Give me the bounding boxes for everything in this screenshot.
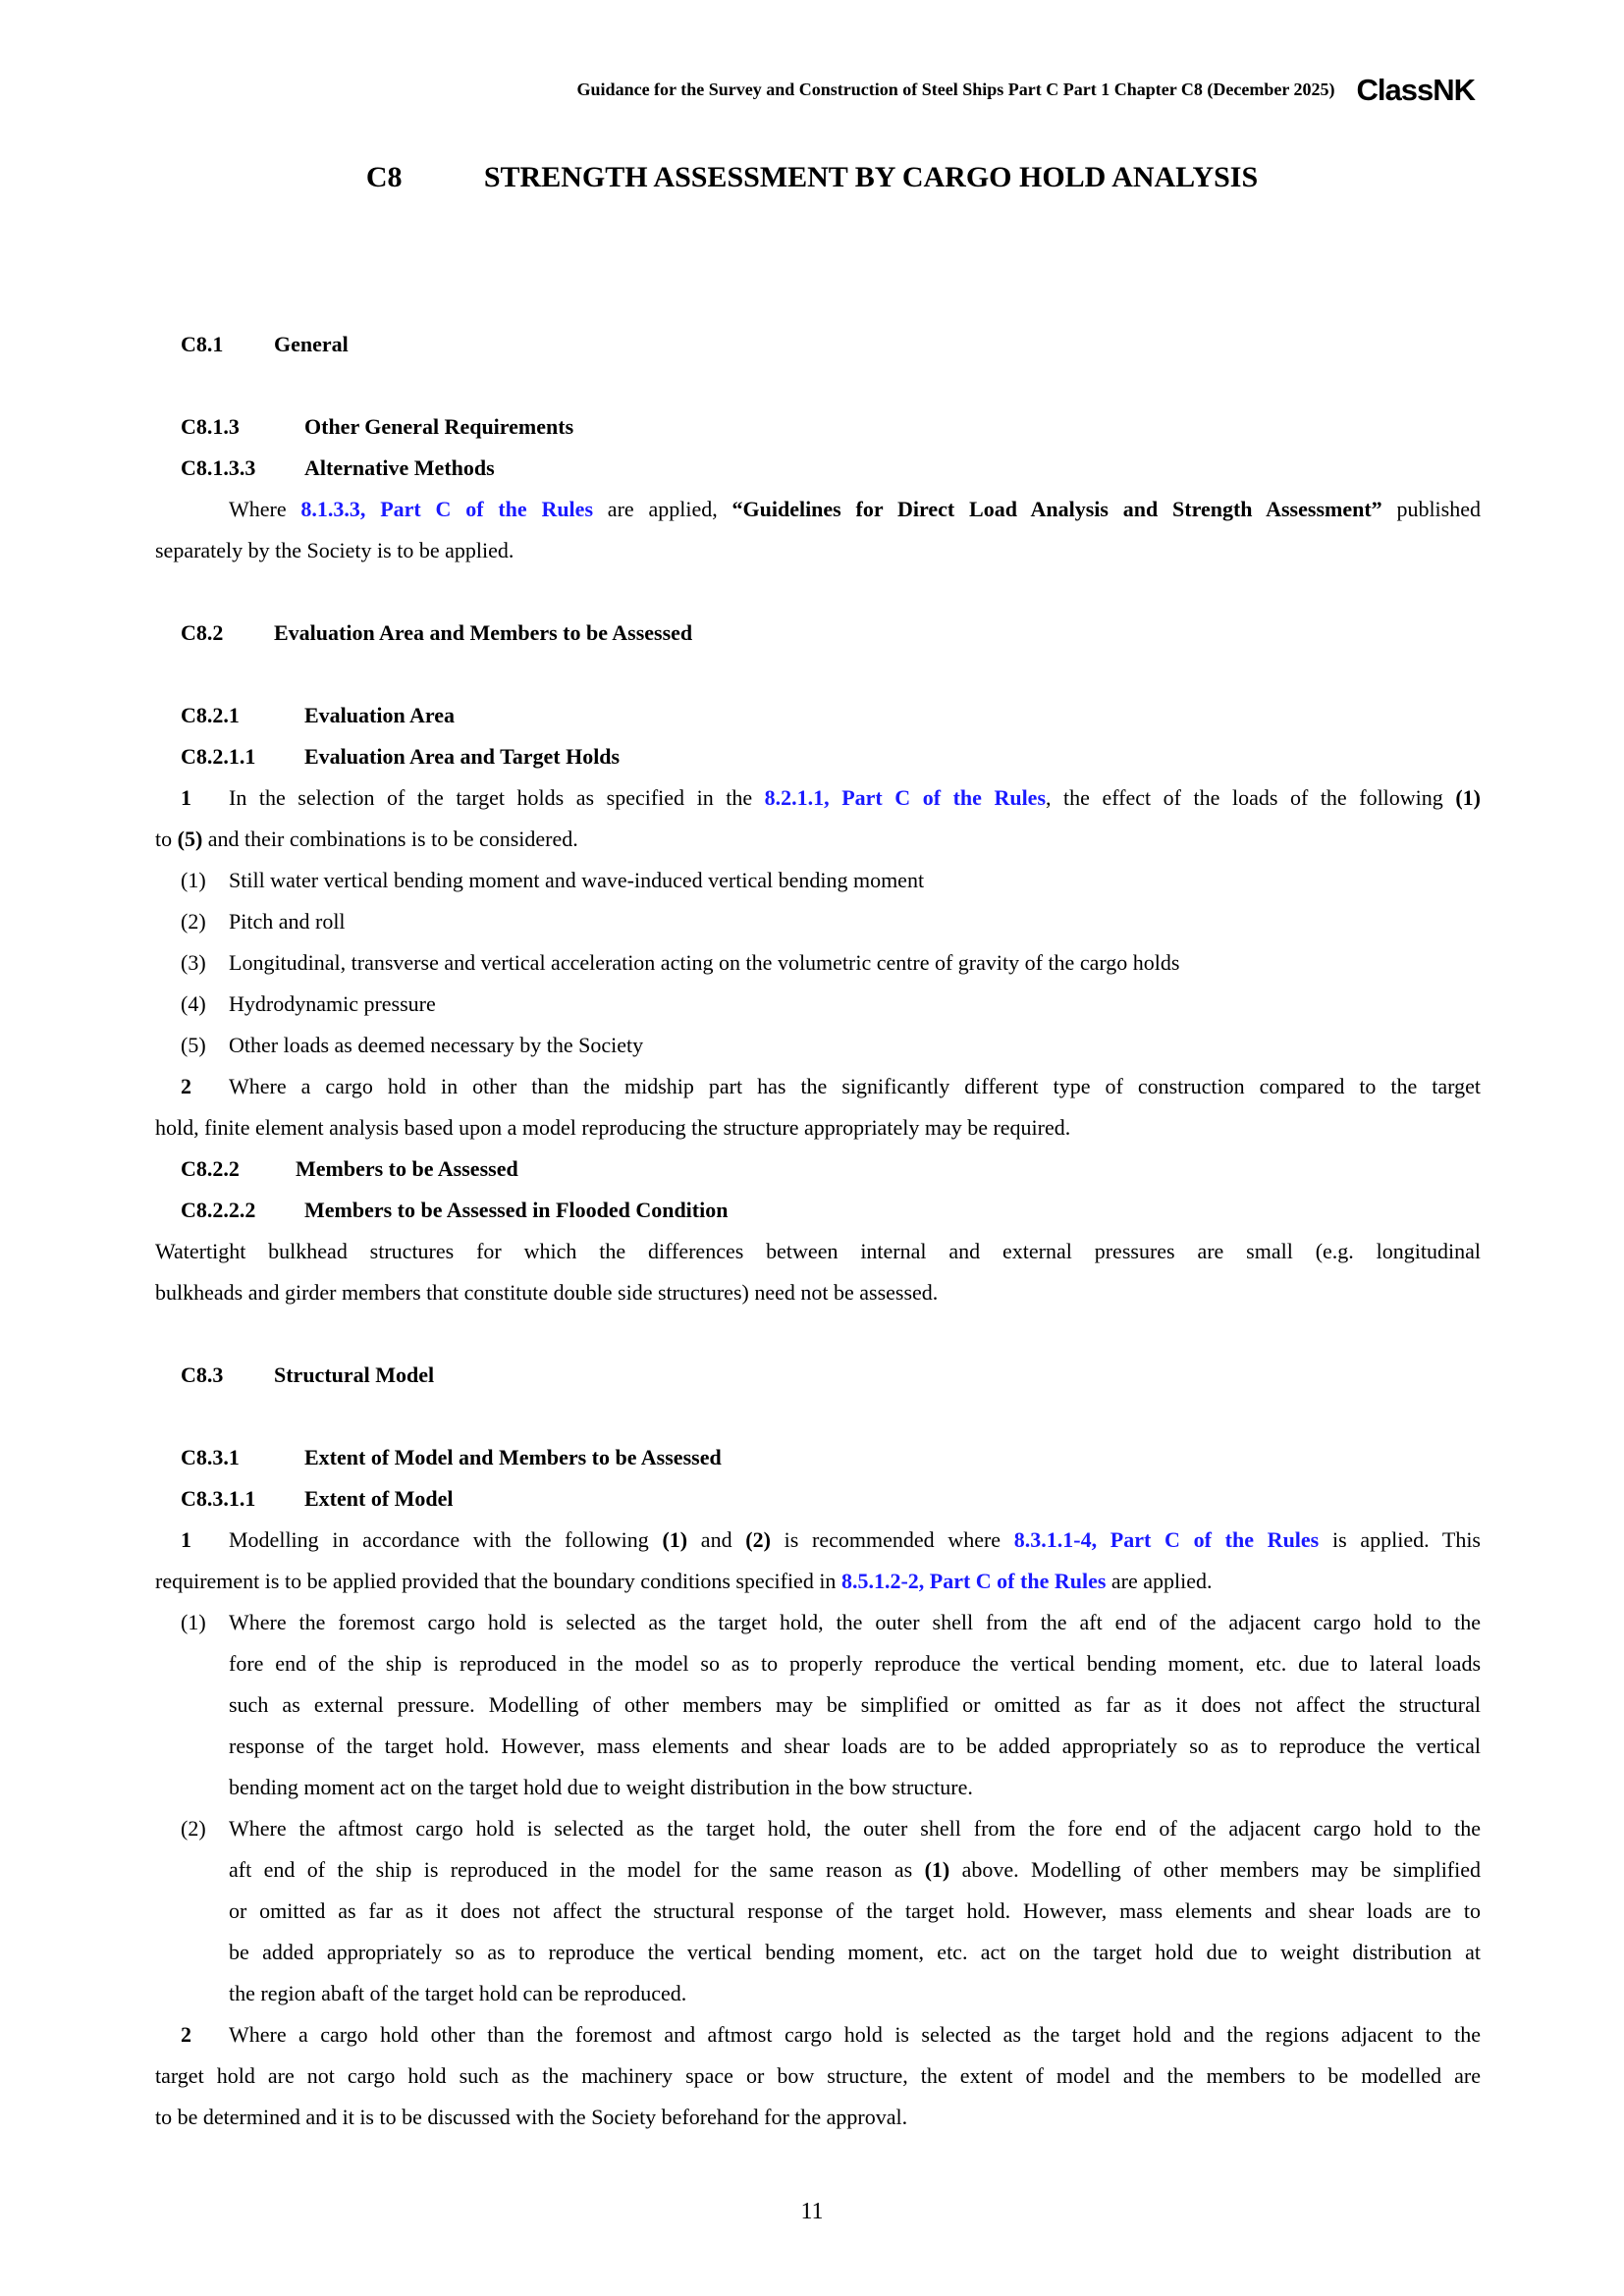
paragraph-line: separately by the Society is to be applied. [155,538,514,562]
list-item-line: be added appropriately so as to reproduce the vertical bending moment, etc. act on the target hold due to weight distribution at [229,1940,1481,1964]
paragraph-line: Where 8.1.3.3, Part C of the Rules are applied, “Guidelines for Direct Load Analysis and Strength Assessment” published [229,497,1481,521]
running-header [577,75,1475,105]
paragraph-line: requirement is to be applied provided that the boundary conditions specified in 8.5.1.2-2, Part C of the Rules are applied. [155,1569,1213,1593]
list-item: (2) Pitch and roll [181,909,346,934]
subsubsection-heading: C8.2.1.1 Evaluation Area and Target Holds [181,744,621,769]
list-item-line: the region abaft of the target hold can be reproduced. [229,1981,687,2005]
paragraph-line: 1 Modelling in accordance with the following (1) and (2) is recommended where 8.3.1.1-4, Part C of the Rules is applied. This [181,1527,1481,1552]
rules-link[interactable]: 8.2.1.1, Part C of the Rules [764,785,1047,810]
chapter-heading: STRENGTH ASSESSMENT BY CARGO HOLD ANALYSIS [483,161,1259,193]
list-item: (5) Other loads as deemed necessary by the Society [181,1033,644,1057]
list-item-line: fore end of the ship is reproduced in the model so as to properly reproduce the vertical bending moment, etc. due to lateral loads [229,1651,1481,1676]
paragraph-line: Watertight bulkhead structures for which the differences between internal and external pressures are small (e.g. longitudinal [155,1239,1481,1263]
page-number: 11 [800,2199,824,2224]
body-content [155,324,1481,2138]
rules-link[interactable]: 8.5.1.2-2, Part C of the Rules [840,1569,1107,1593]
section-heading: C8.2 Evaluation Area and Members to be Assessed [181,620,693,645]
subsection-heading: C8.3.1 Extent of Model and Members to be Assessed [181,1445,722,1469]
subsection-heading: C8.1.3 Other General Requirements [181,414,574,439]
subsubsection-heading: C8.1.3.3 Alternative Methods [181,455,495,480]
section-heading: C8.1 General [181,332,349,356]
subsubsection-heading: C8.3.1.1 Extent of Model [181,1486,454,1511]
list-item-line: bending moment act on the target hold due to weight distribution in the bow structure. [229,1775,973,1799]
subsection-heading: C8.2.1 Evaluation Area [181,703,456,727]
paragraph-line: 2 Where a cargo hold other than the foremost and aftmost cargo hold is selected as the target hold and the regions adjacent to the [181,2022,1481,2047]
list-item-line: such as external pressure. Modelling of other members may be simplified or omitted as far as it does not affect the structural [229,1692,1481,1717]
list-item: (1) Where the foremost cargo hold is selected as the target hold, the outer shell from the aft end of the adjacent cargo hold to the [181,1610,1481,1634]
list-item: (4) Hydrodynamic pressure [181,991,436,1016]
list-item-line: aft end of the ship is reproduced in the model for the same reason as (1) above. Modelling of other members may be simplified [229,1857,1482,1882]
paragraph-line: 1 In the selection of the target holds as specified in the 8.2.1.1, Part C of the Rules, the effect of the loads of the following (1) [181,785,1481,810]
paragraph-line: to (5) and their combinations is to be considered. [155,827,578,851]
section-heading: C8.3 Structural Model [181,1362,435,1387]
paragraph-line: to be determined and it is to be discussed with the Society beforehand for the approval. [155,2105,908,2129]
list-item: (1) Still water vertical bending moment and wave-induced vertical bending moment [181,868,925,892]
subsection-heading: C8.2.2 Members to be Assessed [181,1156,518,1181]
chapter-number: C8 [365,161,403,193]
list-item-line: response of the target hold. However, mass elements and shear loads are to be added appropriately so as to reproduce the vertical [229,1734,1481,1758]
classnk-logo: ClassNK [1356,73,1475,107]
paragraph-line: 2 Where a cargo hold in other than the midship part has the significantly different type of construction compared to the target [181,1074,1481,1098]
rules-link[interactable]: 8.3.1.1-4, Part C of the Rules [1013,1527,1320,1552]
paragraph-line: target hold are not cargo hold such as the machinery space or bow structure, the extent of model and the members to be modelled are [155,2063,1481,2088]
header-title: Guidance for the Survey and Construction of Steel Ships Part C Part 1 Chapter C8 (December 2025) [576,80,1335,99]
subsubsection-heading: C8.2.2.2 Members to be Assessed in Flooded Condition [181,1198,729,1222]
rules-link[interactable]: 8.1.3.3, Part C of the Rules [300,497,594,521]
chapter-title [0,161,1624,194]
paragraph-line: bulkheads and girder members that constitute double side structures) need not be assessed. [155,1280,939,1305]
list-item: (3) Longitudinal, transverse and vertical acceleration acting on the volumetric centre of gravity of the cargo holds [181,950,1180,975]
list-item-line: or omitted as far as it does not affect the structural response of the target hold. However, mass elements and shear loads are to [229,1898,1481,1923]
paragraph-line: hold, finite element analysis based upon a model reproducing the structure appropriately may be required. [155,1115,1071,1140]
list-item: (2) Where the aftmost cargo hold is selected as the target hold, the outer shell from the fore end of the adjacent cargo hold to the [181,1816,1481,1841]
